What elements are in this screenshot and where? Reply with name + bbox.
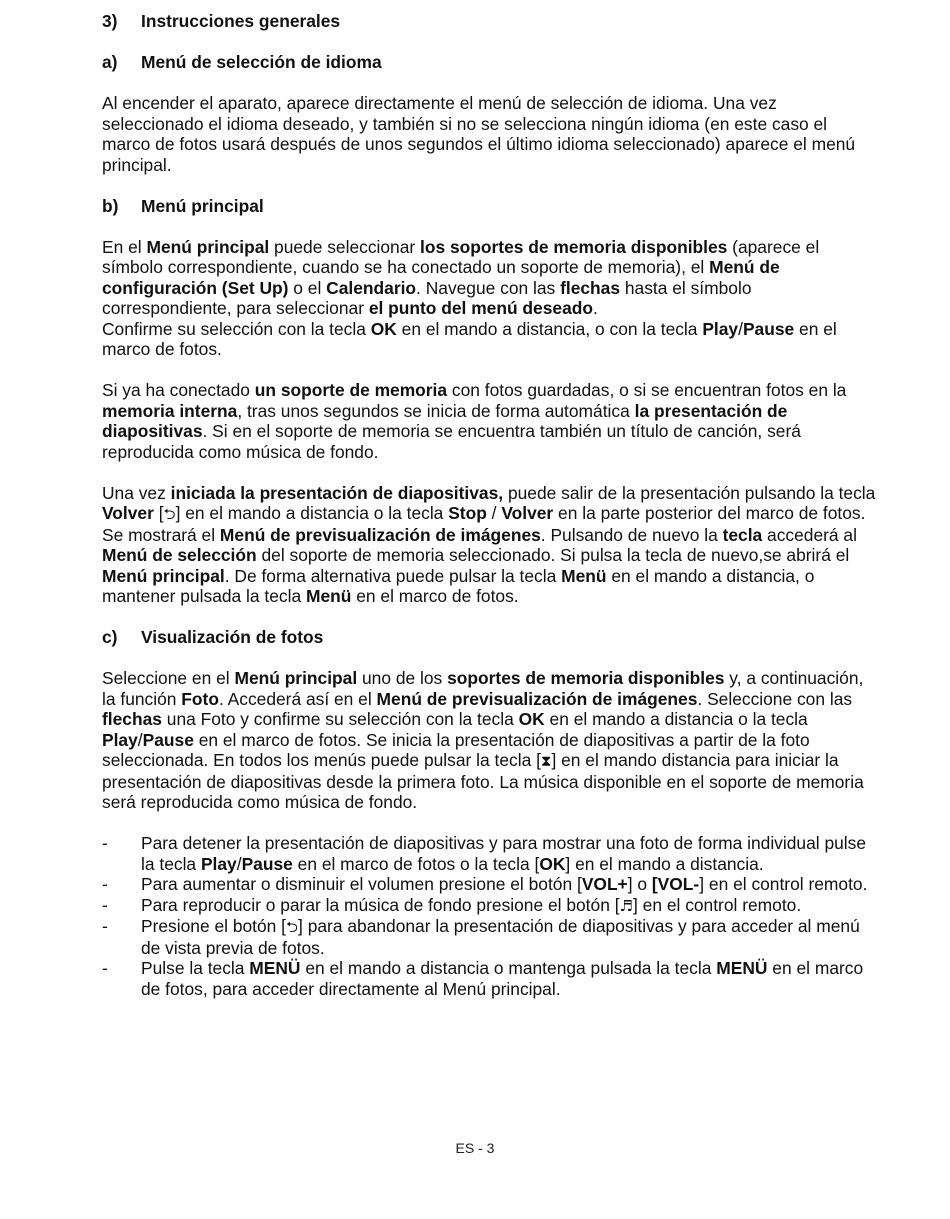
bold-text: [VOL- <box>651 874 700 894</box>
subsection-title: Menú de selección de idioma <box>141 52 382 72</box>
bold-text: OK <box>518 709 545 729</box>
subsection-title: Menú principal <box>141 195 264 216</box>
list-dash: - <box>102 894 108 915</box>
bold-text: Menü <box>561 565 607 586</box>
slideshow-icon: ⧗ <box>540 752 552 770</box>
list-dash: - <box>102 916 108 936</box>
bold-text: Play <box>102 729 138 750</box>
bold-text: MENÜ <box>716 958 768 978</box>
bold-text: Menú de previsualización de imágenes <box>376 688 698 709</box>
bold-text: Menú de previsualización de imágenes <box>219 524 541 545</box>
section-number: 3) <box>102 11 118 31</box>
bold-text: MENÜ <box>249 958 301 978</box>
list-item-text: Presione el botón [⮌] para abandonar la presentación de diapositivas y para acceder al menú de vista previa de fotos. <box>141 916 860 958</box>
bold-text: Volver <box>102 503 154 523</box>
bold-text: OK <box>539 853 566 874</box>
list-item-text: Para detener la presentación de diapositivas y para mostrar una foto de forma individual pulse la tecla Play/Pause en el marco de fotos o la tecla [OK] en el mando a distancia. <box>141 833 867 874</box>
bold-text: Calendario <box>326 277 417 298</box>
bold-text: iniciada la presentación de diapositivas, <box>170 482 504 503</box>
list-item <box>102 916 877 958</box>
list-dash: - <box>102 874 108 894</box>
bold-text: Play <box>702 318 739 339</box>
bold-text: flechas <box>560 277 621 298</box>
list-item <box>102 895 877 917</box>
bold-text: los soportes de memoria disponibles <box>420 236 728 257</box>
bold-text: Menü <box>305 586 352 606</box>
section-heading-3 <box>102 11 877 32</box>
bold-text: Pause <box>742 318 795 339</box>
list-dash: - <box>102 833 108 853</box>
bold-text: Pause <box>241 853 293 874</box>
list-item-text: Para aumentar o disminuir el volumen presione el botón [VOL+] o [VOL-] en el control remoto. <box>141 874 868 894</box>
subsection-number: b) <box>102 195 119 216</box>
bold-text: el punto del menú deseado <box>368 298 593 318</box>
list-dash: - <box>102 958 108 978</box>
bold-text: Menú principal <box>146 236 270 257</box>
main-menu-paragraph: En el Menú principal puede seleccionar los soportes de memoria disponibles (aparece el símbolo correspondiente, cuando se ha conectado un soporte de memoria), el Menú de configuración (Set Up) o el Calendario. Navegue con las flechas hasta el símbolo correspondiente, para seleccionar el punto del menú deseado. <box>102 236 820 318</box>
language-menu-paragraph: Al encender el aparato, aparece directamente el menú de selección de idioma. Una vez seleccionado el idioma deseado, y también si no se selecciona ningún idioma (en este caso el marco de fotos usará después de unos segundos el último idioma seleccionado) aparece el menú principal. <box>102 93 856 175</box>
section-title: Instrucciones generales <box>141 11 341 31</box>
bold-text: memoria interna <box>102 400 238 421</box>
music-icon: ♬ <box>619 896 633 915</box>
list-item-text: Pulse la tecla MENÜ en el mando a distancia o mantenga pulsada la tecla MENÜ en el marco de fotos, para acceder directamente al Menú principal. <box>141 958 864 999</box>
document-page <box>102 11 877 999</box>
list-item <box>102 958 877 999</box>
bold-text: Pause <box>142 729 194 750</box>
subsection-number: a) <box>102 52 118 72</box>
bold-text: Volver <box>501 503 554 523</box>
bold-text: Menú principal <box>102 565 225 586</box>
bold-text: soportes de memoria disponibles <box>447 668 725 688</box>
memory-paragraph: Si ya ha conectado un soporte de memoria con fotos guardadas, o si se encuentran fotos en la memoria interna, tras unos segundos se inicia de forma automática la presentación de diapositivas. Si en el soporte de memoria se encuentra también un título de canción, será reproducida como música de fondo. <box>102 380 847 462</box>
bold-text: Menú de selección <box>102 545 257 565</box>
bold-text: Menú de configuración (Set Up) <box>102 257 780 298</box>
list-item <box>102 874 877 895</box>
bold-text: un soporte de memoria <box>254 380 448 400</box>
bold-text: Menú principal <box>234 668 358 688</box>
subsection-title: Visualización de fotos <box>141 627 324 647</box>
back-icon: ⮌ <box>163 505 176 523</box>
photo-view-paragraph: Seleccione en el Menú principal uno de los soportes de memoria disponibles y, a continuación, la función Foto. Accederá así en el Menú de previsualización de imágenes. Seleccione con las flechas una Foto y confirme su selección con la tecla OK en el mando a distancia o la tecla Play/Pause en el marco de fotos. Se inicia la presentación de diapositivas a partir de la foto seleccionada. En todos los menús puede pulsar la tecla [⧗] en el mando distancia para iniciar la presentación de diapositivas desde la primera foto. La música disponible en el soporte de memoria será reproducida como música de fondo. <box>102 668 864 812</box>
bold-text: VOL+ <box>581 874 628 894</box>
list-item-text: Para reproducir o parar la música de fondo presione el botón [♬] en el control remoto. <box>141 894 802 915</box>
list-item <box>102 833 877 874</box>
bold-text: flechas <box>102 709 162 729</box>
page-number: ES - 3 <box>455 1140 495 1156</box>
subsection-number: c) <box>102 627 118 647</box>
slideshow-exit-paragraph: Una vez iniciada la presentación de diapositivas, puede salir de la presentación pulsando la tecla Volver [⮌] en el mando a distancia o la tecla Stop / Volver en la parte posterior del marco de fotos. Se mostrará el Menú de previsualización de imágenes. Pulsando de nuevo la tecla accederá al Menú de selección del soporte de memoria seleccionado. Si pulsa la tecla de nuevo,se abrirá el Menú principal. De forma alternativa puede pulsar la tecla Menü en el mando a distancia, o mantener pulsada la tecla Menü en el marco de fotos. <box>102 482 876 606</box>
bold-text: Play <box>200 853 237 874</box>
subsection-heading-c <box>102 627 877 648</box>
instruction-list <box>102 833 877 999</box>
bold-text: Foto <box>181 688 219 709</box>
bold-text: tecla <box>722 524 763 545</box>
bold-text: OK <box>370 318 397 339</box>
bold-text: Stop <box>448 503 487 523</box>
bold-text: la presentación de diapositivas <box>102 400 788 441</box>
subsection-heading-b <box>102 196 877 217</box>
confirm-paragraph: Confirme su selección con la tecla OK en el mando a distancia, o con la tecla Play/Pause en el marco de fotos. <box>102 318 837 359</box>
back-icon: ⮌ <box>286 918 299 936</box>
subsection-heading-a <box>102 52 877 73</box>
